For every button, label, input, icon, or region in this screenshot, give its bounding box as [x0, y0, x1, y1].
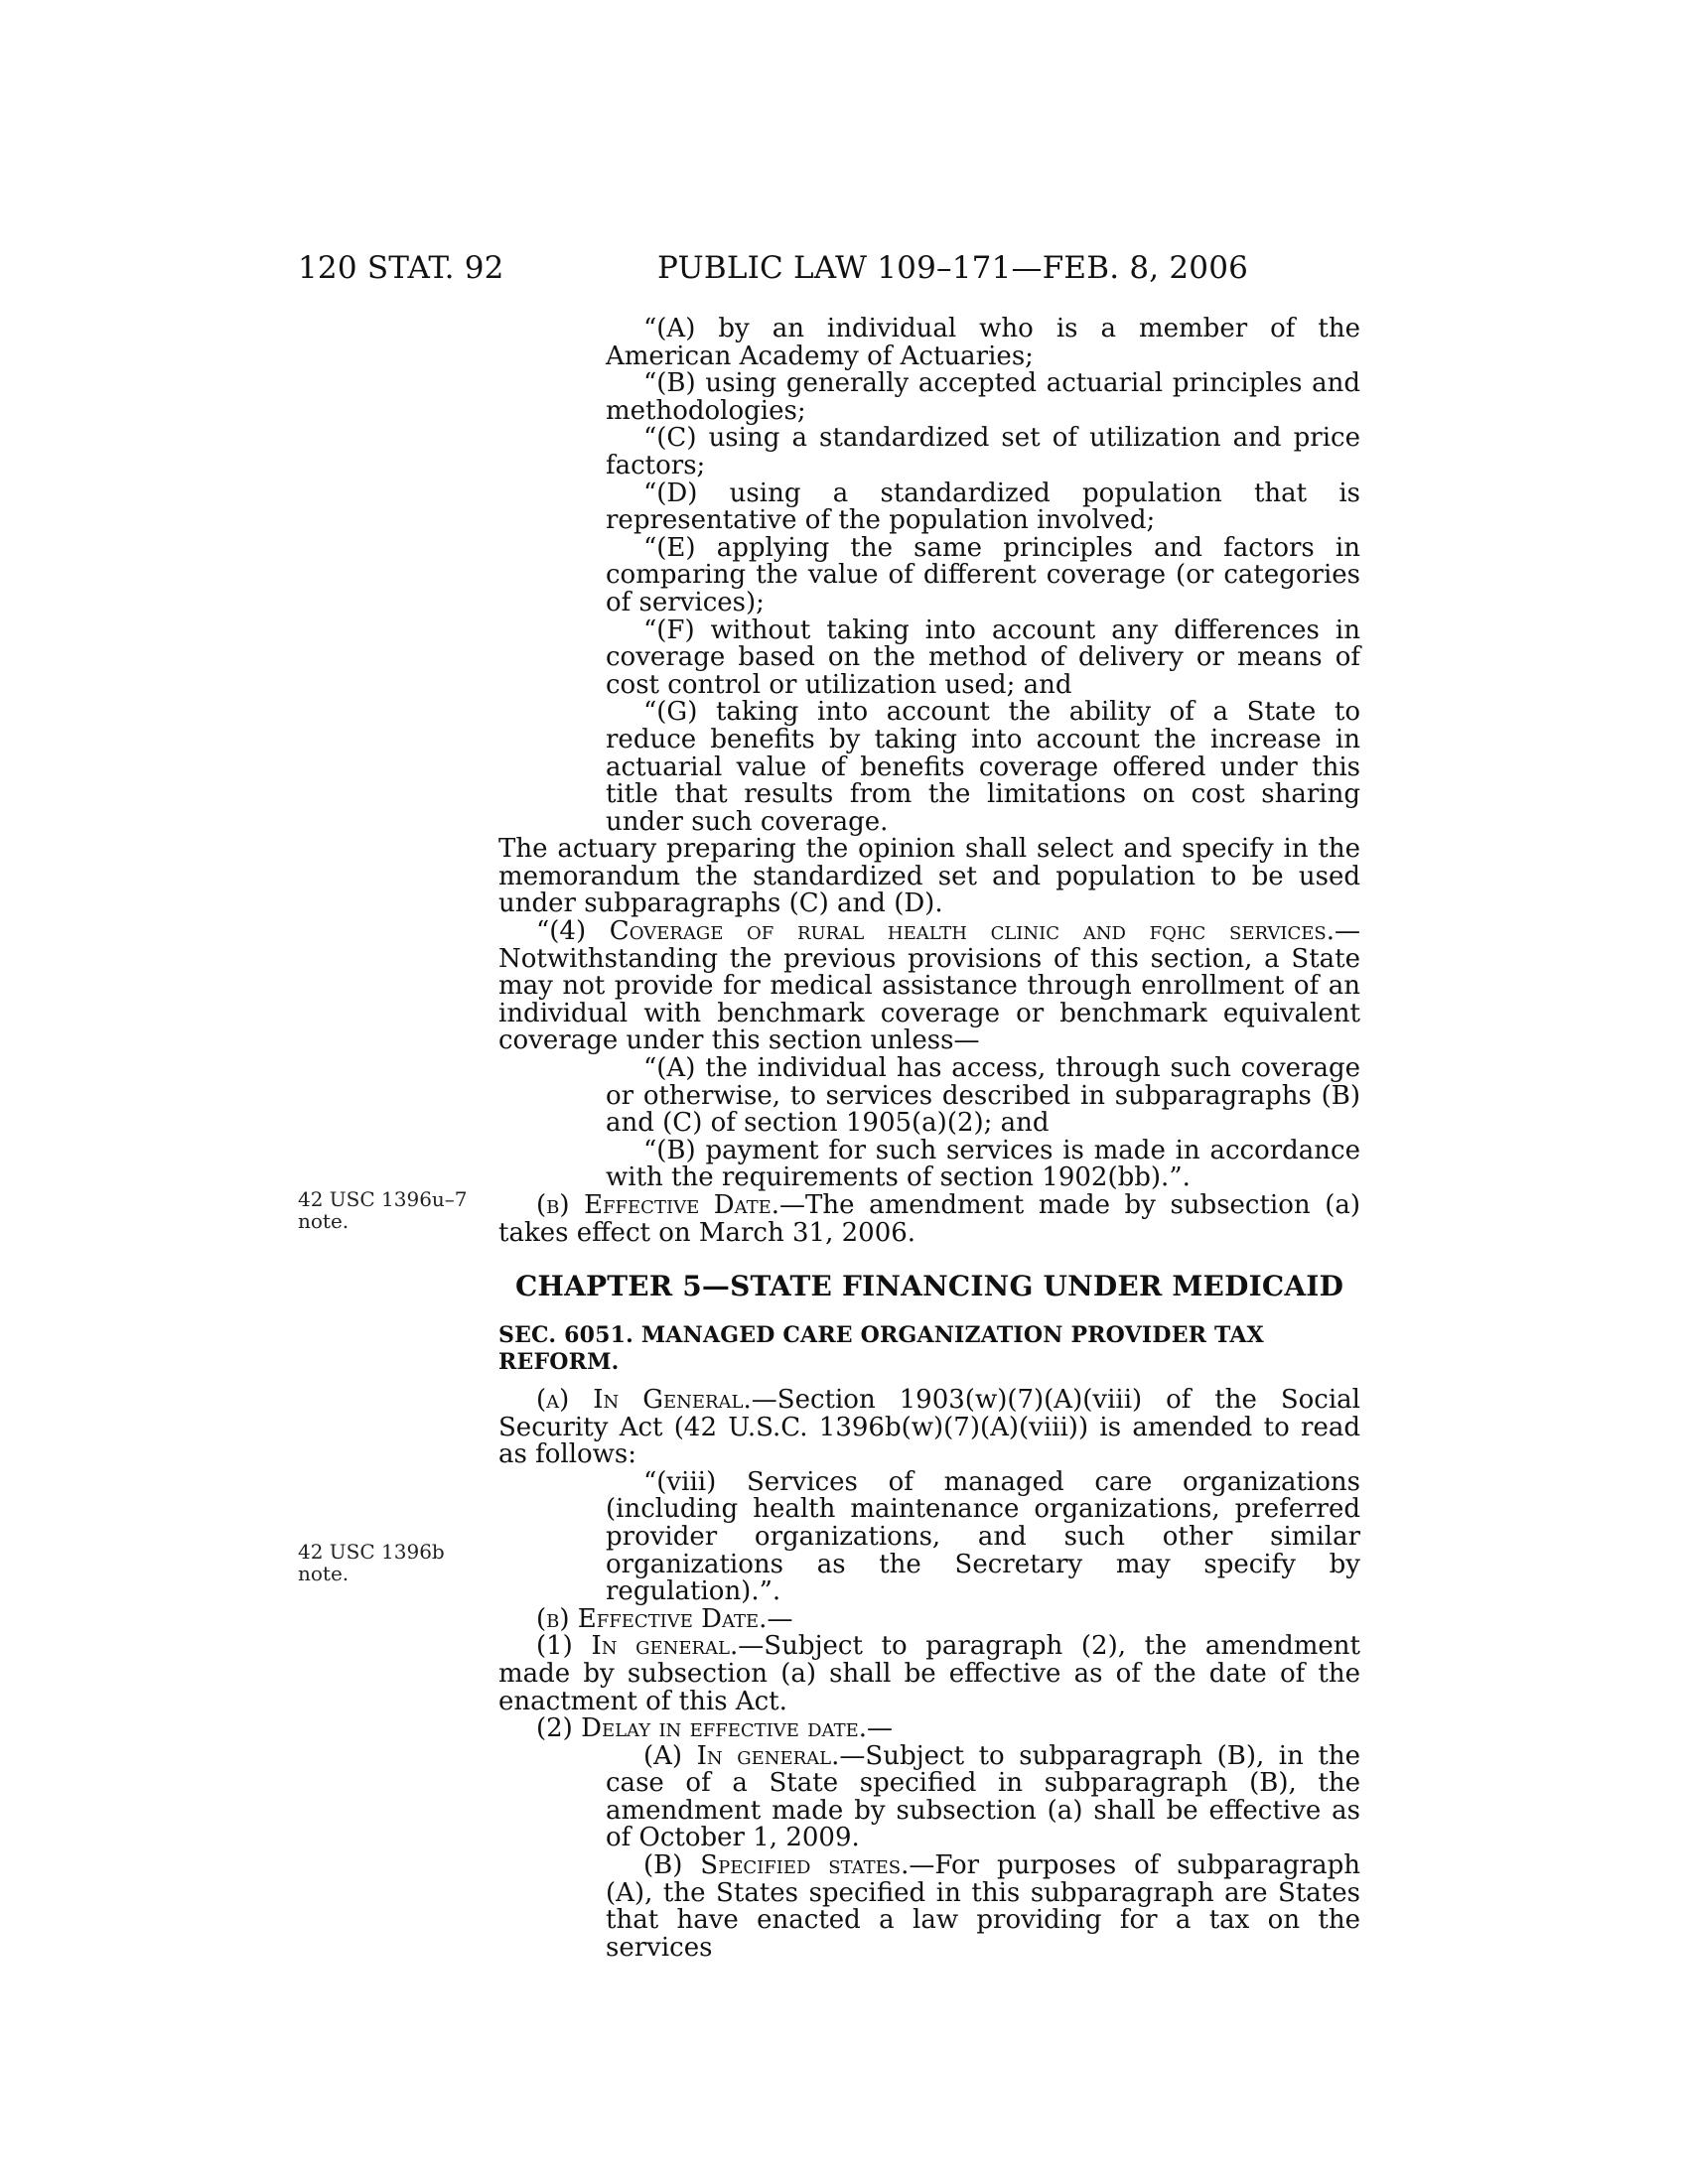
subparagraph-b: “(B) using generally accepted actuarial principles and methodologies; — [606, 368, 1360, 426]
paragraph-4-text: —Notwithstanding the previous provisions of this section, a State may not provide for medical assistance through enrollment of an individual with benchmark coverage or benchmark equivalent coverage under this section unless— — [498, 916, 1360, 1056]
subparagraph-g: “(G) taking into account the ability of a State to reduce benefits by taking into account the increase in actuarial value of benefits coverage offered under this title that results from the limitations on cost sharing under such coverage. — [606, 697, 1360, 837]
paragraph-4 — [498, 918, 1360, 1055]
page-reference: 120 STAT. 92 — [298, 250, 504, 286]
section-subsection-b-dash: — — [767, 1603, 793, 1634]
section-subsection-a-heading: (a) In General. — [536, 1384, 752, 1415]
paragraph-4-subparagraph-b: “(B) payment for such services is made in accordance with the requirements of section 1902(bb).”. — [606, 1135, 1360, 1193]
paragraph-2-subparagraph-b-text: —For purposes of subparagraph (A), the States specified in this subparagraph are States that have enacted a law providing for a tax on the services — [606, 1850, 1360, 1963]
section-heading: SEC. 6051. MANAGED CARE ORGANIZATION PROVIDER TAX REFORM. — [498, 1321, 1264, 1376]
margin-note-label: note. — [298, 1209, 350, 1233]
actuary-paragraph: The actuary preparing the opinion shall select and specify in the memorandum the standardized set and population to be used under subparagraphs (C) and (D). — [498, 834, 1360, 919]
subsection-b-paragraph-2 — [498, 1715, 1360, 1743]
paragraph-2-subparagraph-b-heading: (B) Specified states. — [643, 1850, 910, 1881]
subsection-b-paragraph-1-heading: (1) In general. — [536, 1631, 739, 1662]
margin-note-citation: 42 USC 1396u–7 — [298, 1187, 468, 1211]
clause-viii: “(viii) Services of managed care organizations (including health maintenance organizations, preferred provider organizations, and such other similar organizations as the Secretary may specify by regulation).”. — [606, 1466, 1360, 1607]
section-subsection-b — [498, 1603, 1360, 1634]
subsection-b-heading: (b) Effective Date. — [536, 1190, 780, 1220]
subsection-b-paragraph-1 — [498, 1633, 1360, 1715]
margin-note-citation: 42 USC 1396b — [298, 1540, 445, 1564]
margin-note — [298, 1188, 468, 1232]
section-subsection-b-heading: (b) Effective Date. — [536, 1603, 768, 1634]
subsection-b-paragraph-1-text: —Subject to paragraph (2), the amendment made by subsection (a) shall be effective as of the date of the enactment of this Act. — [498, 1631, 1360, 1716]
running-header: PUBLIC LAW 109–171—FEB. 8, 2006 — [657, 250, 1249, 286]
subsection-b-paragraph-2-dash: — — [866, 1713, 893, 1744]
subsection-b — [498, 1192, 1360, 1247]
section-subsection-a-text: —Section 1903(w)(7)(A)(viii) of the Social Security Act (42 U.S.C. 1396b(w)(7)(A)(viii)) is amended to read as follows: — [498, 1384, 1360, 1470]
section-subsection-a — [498, 1384, 1360, 1470]
subsection-b-text: —The amendment made by subsection (a) takes effect on March 31, 2006. — [498, 1190, 1360, 1248]
subparagraph-f: “(F) without taking into account any differences in coverage based on the method of delivery or means of cost control or utilization used; and — [606, 614, 1360, 700]
margin-note — [298, 1541, 445, 1584]
paragraph-2-subparagraph-b — [498, 1852, 1360, 1962]
subparagraph-e: “(E) applying the same principles and factors in comparing the value of different coverage (or categories of services); — [606, 532, 1360, 617]
chapter-heading: CHAPTER 5—STATE FINANCING UNDER MEDICAID — [514, 1270, 1344, 1303]
paragraph-2-subparagraph-a-heading: (A) In general. — [643, 1740, 840, 1771]
body-text — [498, 316, 1360, 1962]
margin-note-label: note. — [298, 1562, 350, 1585]
subparagraph-c: “(C) using a standardized set of utilization and price factors; — [606, 423, 1360, 480]
paragraph-4-heading: “(4) Coverage of rural health clinic and fqhc services. — [536, 916, 1335, 947]
subparagraph-a: “(A) by an individual who is a member of the American Academy of Actuaries; — [606, 314, 1360, 371]
subparagraph-d: “(D) using a standardized population that is representative of the population involved; — [606, 478, 1360, 536]
paragraph-4-subparagraph-a: “(A) the individual has access, through such coverage or otherwise, to services described in subparagraphs (B) and (C) of section 1905(a)(2); and — [606, 1053, 1360, 1139]
subsection-b-paragraph-2-heading: (2) Delay in effective date. — [536, 1713, 867, 1744]
paragraph-2-subparagraph-a — [498, 1740, 1361, 1853]
paragraph-2-subparagraph-a-text: —Subject to subparagraph (B), in the case of a State specified in subparagraph (B), the amendment made by subsection (a) shall be effective as of October 1, 2009. — [606, 1740, 1361, 1853]
